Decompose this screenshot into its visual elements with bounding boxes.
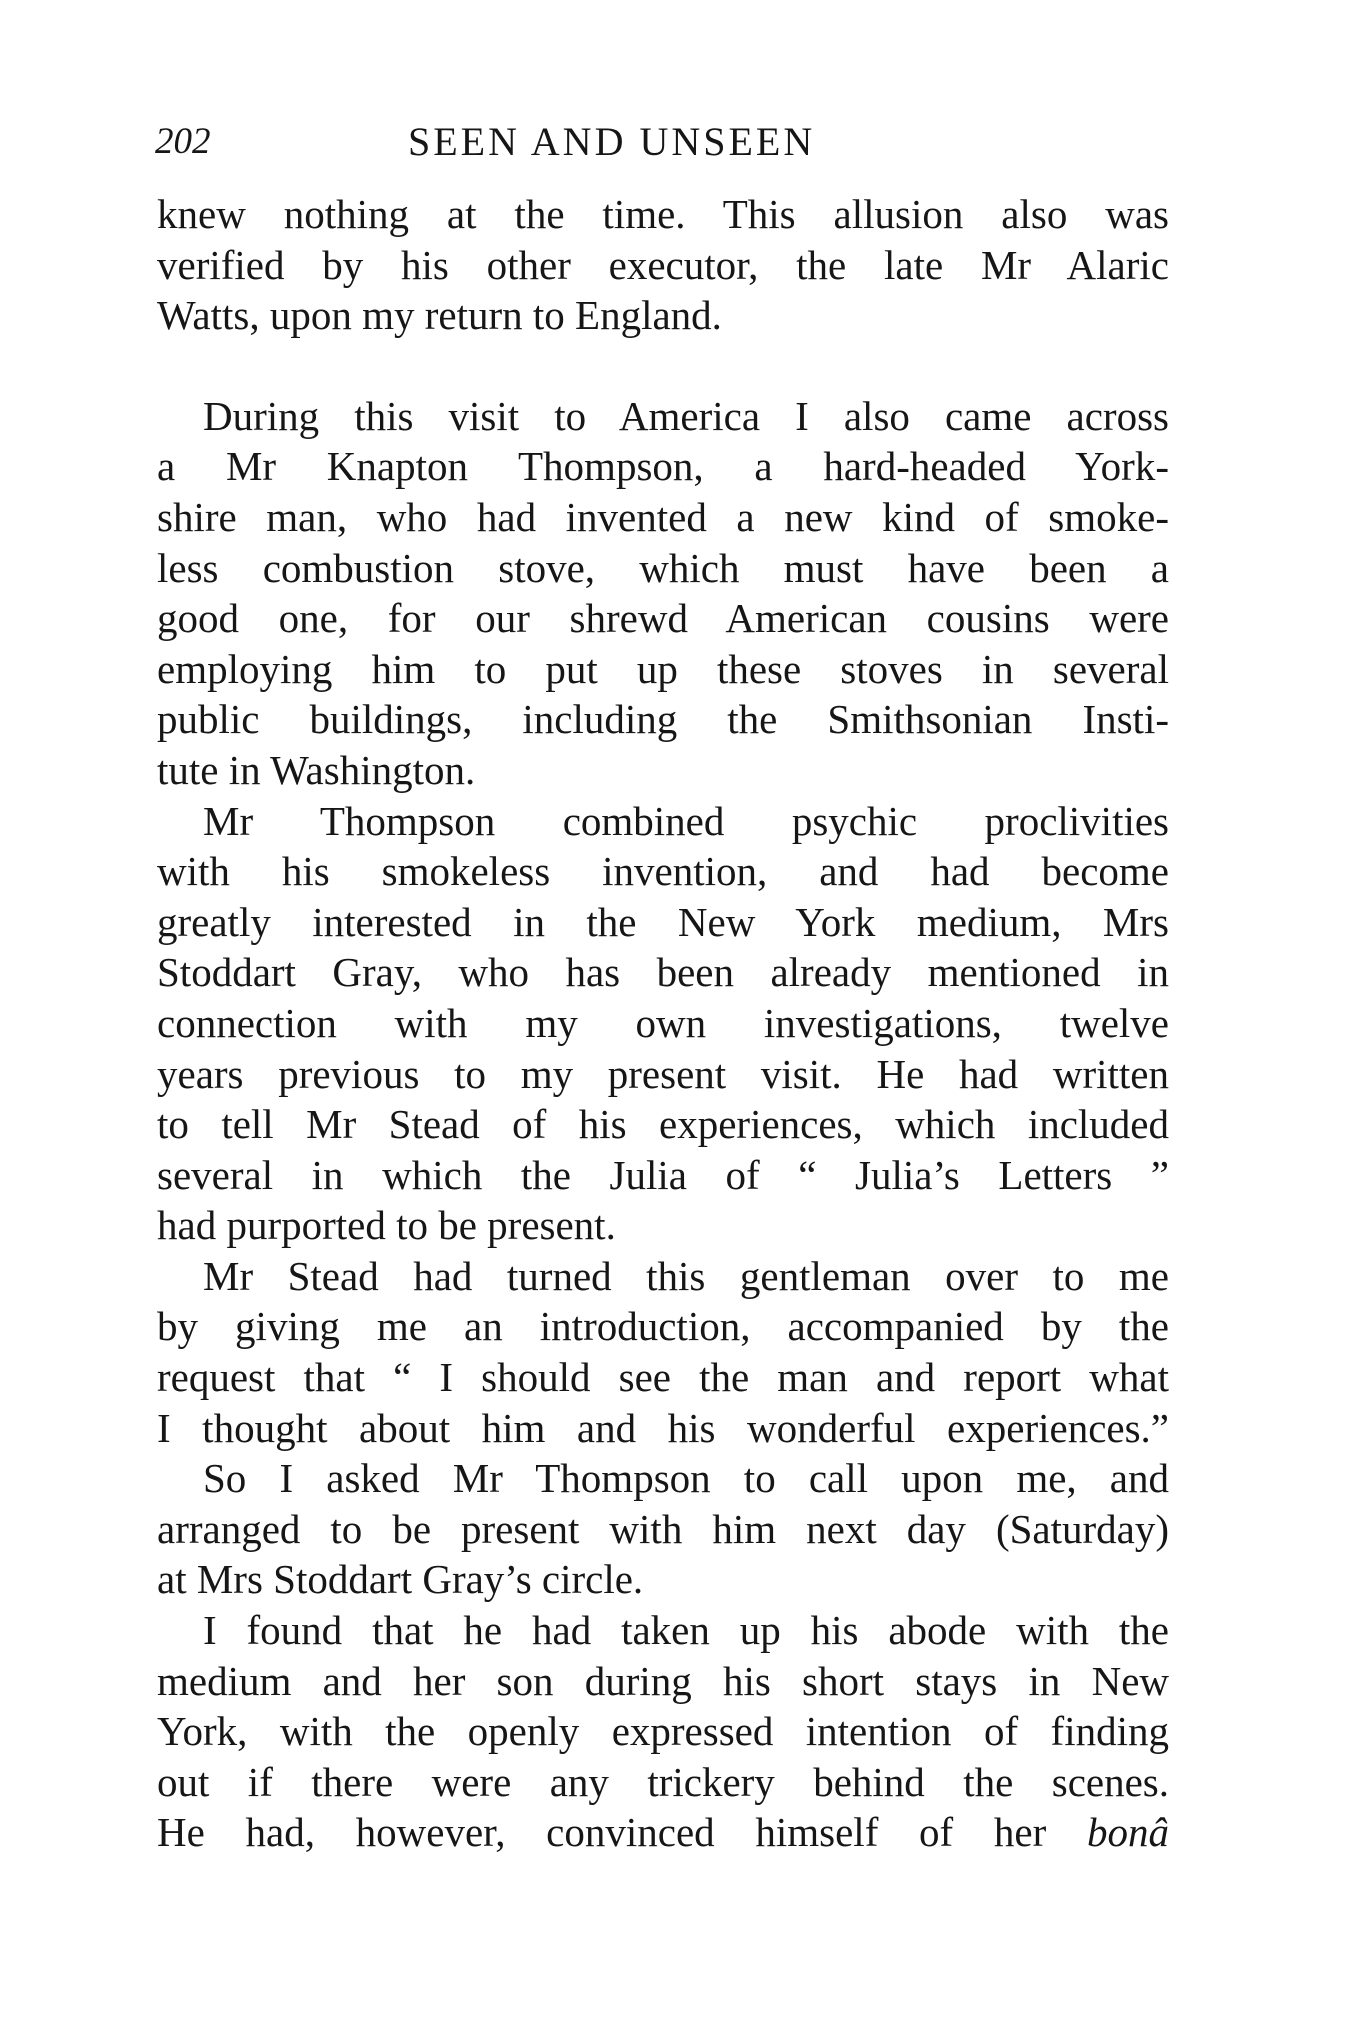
text-line: I found that he had taken up his abode with the xyxy=(203,1607,1169,1654)
text-line: arranged to be present with him next day (Saturday) xyxy=(157,1505,1169,1552)
text-line: good one, for our shrewd American cousins were xyxy=(157,595,1169,642)
body-text xyxy=(157,189,1169,1858)
final-line xyxy=(157,1807,1169,1858)
italic-word: bonâ xyxy=(1087,1809,1169,1856)
text-line: less combustion stove, which must have been a xyxy=(157,544,1169,591)
text-line: Mr Thompson combined psychic proclivities xyxy=(203,797,1169,844)
text-line: connection with my own investigations, twelve xyxy=(157,999,1169,1046)
text-line: out if there were any trickery behind the scenes. xyxy=(157,1758,1169,1805)
text-line: Watts, upon my return to England. xyxy=(157,292,722,339)
page-header xyxy=(155,112,1167,172)
text-line: I thought about him and his wonderful experiences.” xyxy=(157,1404,1169,1451)
paragraph xyxy=(157,1453,1169,1605)
text-line: shire man, who had invented a new kind of smoke- xyxy=(157,493,1169,540)
page-number: 202 xyxy=(155,121,211,162)
running-title: SEEN AND UNSEEN xyxy=(408,119,816,164)
text-line: verified by his other executor, the late Mr Alaric xyxy=(157,241,1169,288)
text-line: tute in Washington. xyxy=(157,746,476,793)
text-line: had purported to be present. xyxy=(157,1202,616,1249)
text-line: with his smokeless invention, and had become xyxy=(157,848,1169,895)
text-line: a Mr Knapton Thompson, a hard-headed York- xyxy=(157,443,1169,490)
text-line: knew nothing at the time. This allusion also was xyxy=(157,191,1169,237)
text-line: York, with the openly expressed intention of finding xyxy=(157,1708,1169,1755)
text-line: medium and her son during his short stays in New xyxy=(157,1657,1169,1704)
text-line: at Mrs Stoddart Gray’s circle. xyxy=(157,1556,644,1603)
text-line: request that “ I should see the man and report what xyxy=(157,1354,1169,1401)
text-line: Mr Stead had turned this gentleman over to me xyxy=(203,1252,1169,1299)
paragraph xyxy=(157,189,1169,341)
final-line-text: He had, however, convinced himself of her xyxy=(157,1809,1047,1856)
text-line: greatly interested in the New York medium, Mrs xyxy=(157,898,1169,945)
text-line: Stoddart Gray, who has been already mentioned in xyxy=(157,949,1169,996)
text-line: years previous to my present visit. He had written xyxy=(157,1050,1169,1097)
text-line: to tell Mr Stead of his experiences, which included xyxy=(157,1101,1169,1148)
text-line: several in which the Julia of “ Julia’s Letters ” xyxy=(157,1151,1169,1198)
text-line: employing him to put up these stoves in several xyxy=(157,645,1169,692)
paragraph xyxy=(157,1605,1169,1858)
paragraph xyxy=(157,796,1169,1251)
text-line: So I asked Mr Thompson to call upon me, and xyxy=(203,1455,1169,1502)
text-line: During this visit to America I also came across xyxy=(203,392,1169,439)
paragraph xyxy=(157,391,1169,796)
paragraph xyxy=(157,1251,1169,1453)
section-break xyxy=(157,341,1169,391)
text-line: by giving me an introduction, accompanied by the xyxy=(157,1303,1169,1350)
text-line: public buildings, including the Smithsonian Insti- xyxy=(157,696,1169,743)
